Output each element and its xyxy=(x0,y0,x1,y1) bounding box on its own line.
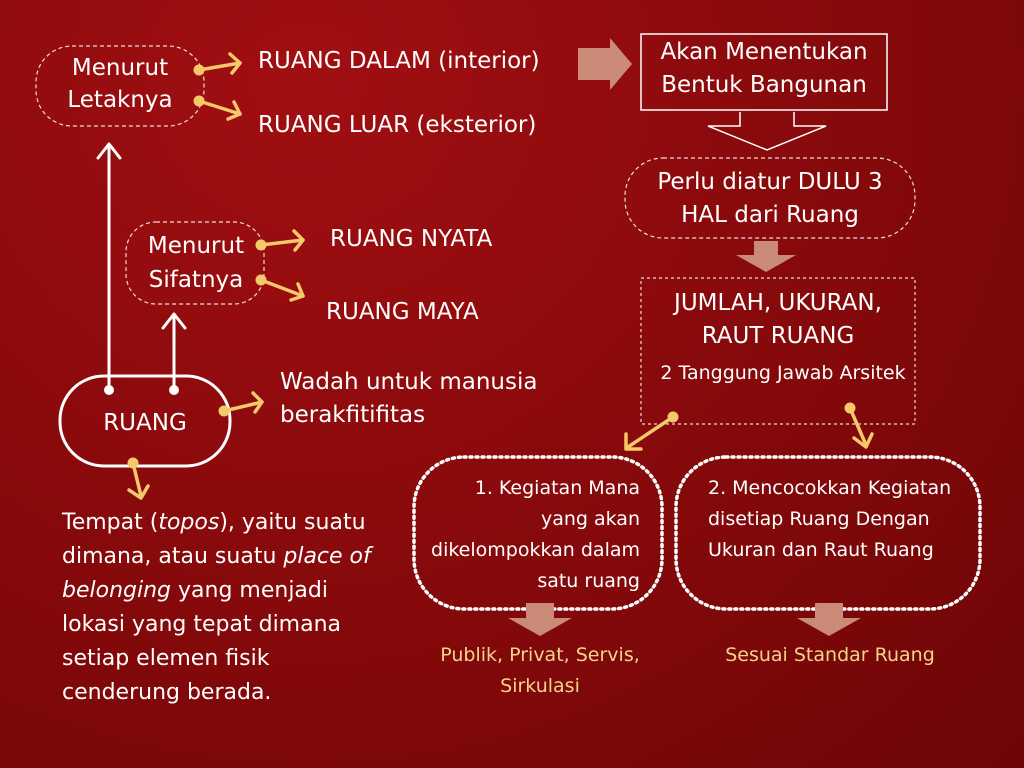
tempat-text-1: Tempat ( xyxy=(62,510,159,535)
right-block-arrow xyxy=(578,38,632,90)
menurut-letaknya-label: Menurut Letaknya xyxy=(67,55,173,113)
ruang-maya-label: RUANG MAYA xyxy=(326,299,479,325)
akan-menentukan-label: Akan Menentukan Bentuk Bangunan xyxy=(660,39,868,98)
wadah-label: Wadah untuk manusia berakfitifitas xyxy=(280,369,538,428)
jumlah-ukuran-label: JUMLAH, UKURAN, RAUT RUANG xyxy=(674,290,882,349)
kegiatan-mana-label: 1. Kegiatan Mana yang akan dikelompokkan dalam satu ruang xyxy=(431,477,640,592)
outline-down-arrow xyxy=(708,112,826,150)
perlu-diatur-label: Perlu diatur DULU 3 HAL dari Ruang xyxy=(657,169,883,228)
tempat-text-2: ), yaitu suatu dimana, atau suatu xyxy=(62,510,366,569)
tanggung-jawab-label: 2 Tanggung Jawab Arsitek xyxy=(660,362,906,384)
menurut-sifatnya-label: Menurut Sifatnya xyxy=(147,233,245,293)
tempat-paragraph xyxy=(62,506,392,710)
down-arrow-1 xyxy=(736,241,796,272)
publik-label: Publik, Privat, Servis, Sirkulasi xyxy=(440,644,640,697)
topos-italic: topos xyxy=(158,510,220,535)
ruang-dot-left xyxy=(104,385,114,395)
mencocokkan-label: 2. Mencocokkan Kegiatan disetiap Ruang Dengan Ukuran dan Raut Ruang xyxy=(708,477,952,561)
ruang-nyata-label: RUANG NYATA xyxy=(330,226,493,252)
place-of-belonging-italic: place of belonging xyxy=(62,544,371,603)
ruang-dot-right xyxy=(169,385,179,395)
ruang-label: RUANG xyxy=(103,410,187,436)
ruang-dalam-label: RUANG DALAM (interior) xyxy=(258,48,540,74)
tempat-text-3: yang menjadi lokasi yang tepat dimana setiap elemen fisik cenderung berada. xyxy=(62,578,342,705)
sesuai-label: Sesuai Standar Ruang xyxy=(725,644,935,666)
ruang-luar-label: RUANG LUAR (eksterior) xyxy=(258,112,537,138)
